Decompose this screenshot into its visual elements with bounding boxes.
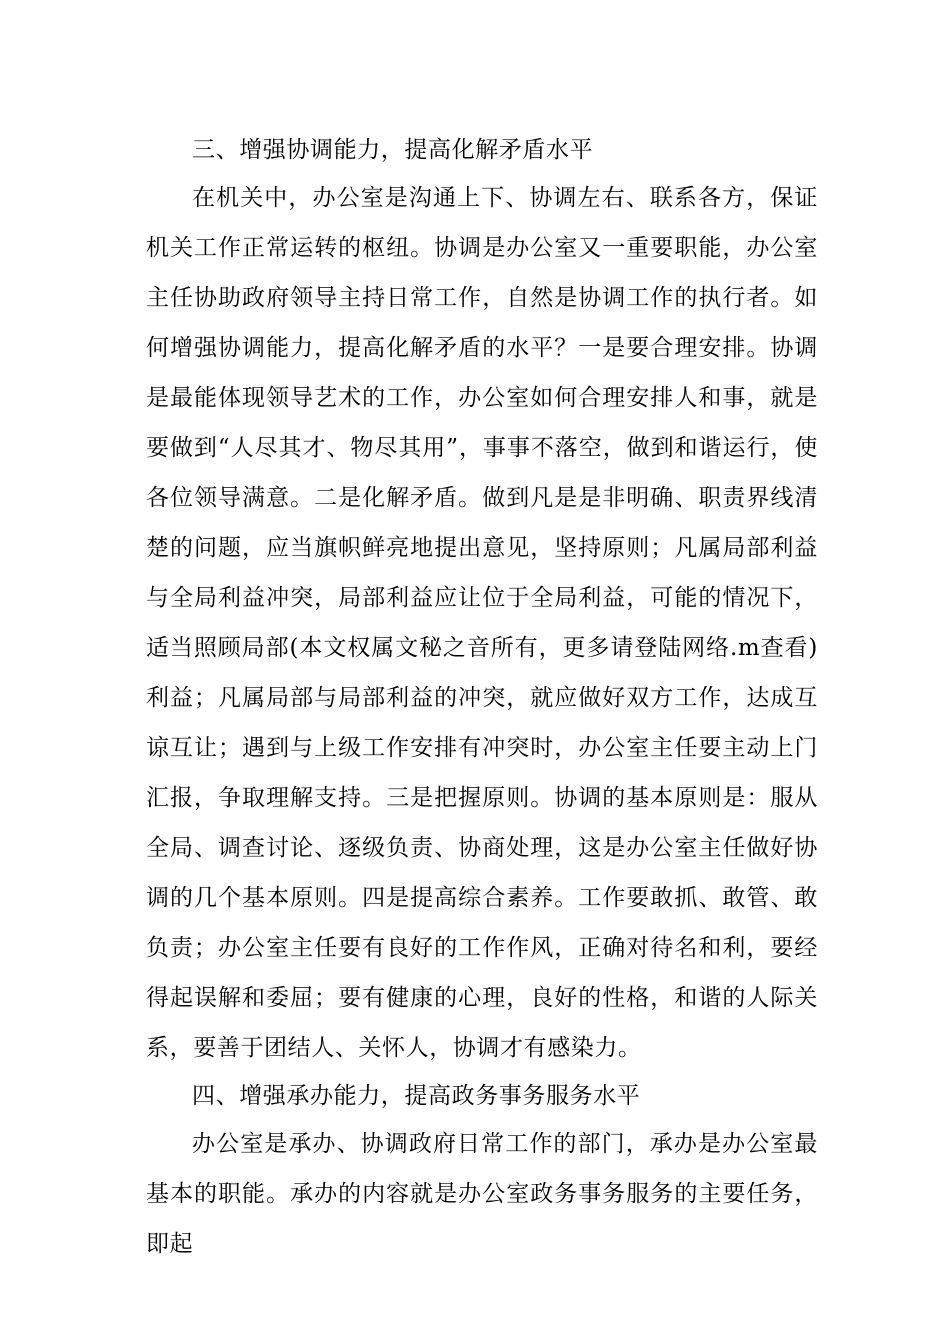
section-3-heading: 三、增强协调能力，提高化解矛盾水平	[192, 137, 594, 163]
section-4-paragraph: 办公室是承办、协调政府日常工作的部门，承办是办公室最基本的职能。承办的内容就是办公室政务事务服务的主要任务，即起	[146, 1131, 818, 1257]
section-4-heading: 四、增强承办能力，提高政务事务服务水平	[192, 1083, 641, 1109]
section-3-paragraph: 在机关中，办公室是沟通上下、协调左右、联系各方，保证机关工作正常运转的枢纽。协调是办公室又一重要职能，办公室主任协助政府领导主持日常工作，自然是协调工作的执行者。如何增强协调能力，提高化解矛盾的水平？一是要合理安排。协调是最能体现领导艺术的工作，办公室如何合理安排人和事，就是要做到“人尽其才、物尽其用”，事事不落空，做到和谐运行，使各位领导满意。二是化解矛盾。做到凡是是非明确、职责界线清楚的问题，应当旗帜鲜亮地提出意见，坚持原则；凡属局部利益与全局利益冲突，局部利益应让位于全局利益，可能的情况下，适当照顾局部(本文权属文秘之音所有，更多请登陆网络.m查看)利益；凡属局部与局部利益的冲突，就应做好双方工作，达成互谅互让；遇到与上级工作安排有冲突时，办公室主任要主动上门汇报，争取理解支持。三是把握原则。协调的基本原则是：服从全局、调查讨论、逐级负责、协商处理，这是办公室主任做好协调的几个基本原则。四是提高综合素养。工作要敢抓、敢管、敢负责；办公室主任要有良好的工作作风，正确对待名和利，要经得起误解和委屈；要有健康的心理，良好的性格，和谐的人际关系，要善于团结人、关怀人，协调才有感染力。	[146, 185, 818, 1061]
document-body	[146, 127, 818, 1269]
